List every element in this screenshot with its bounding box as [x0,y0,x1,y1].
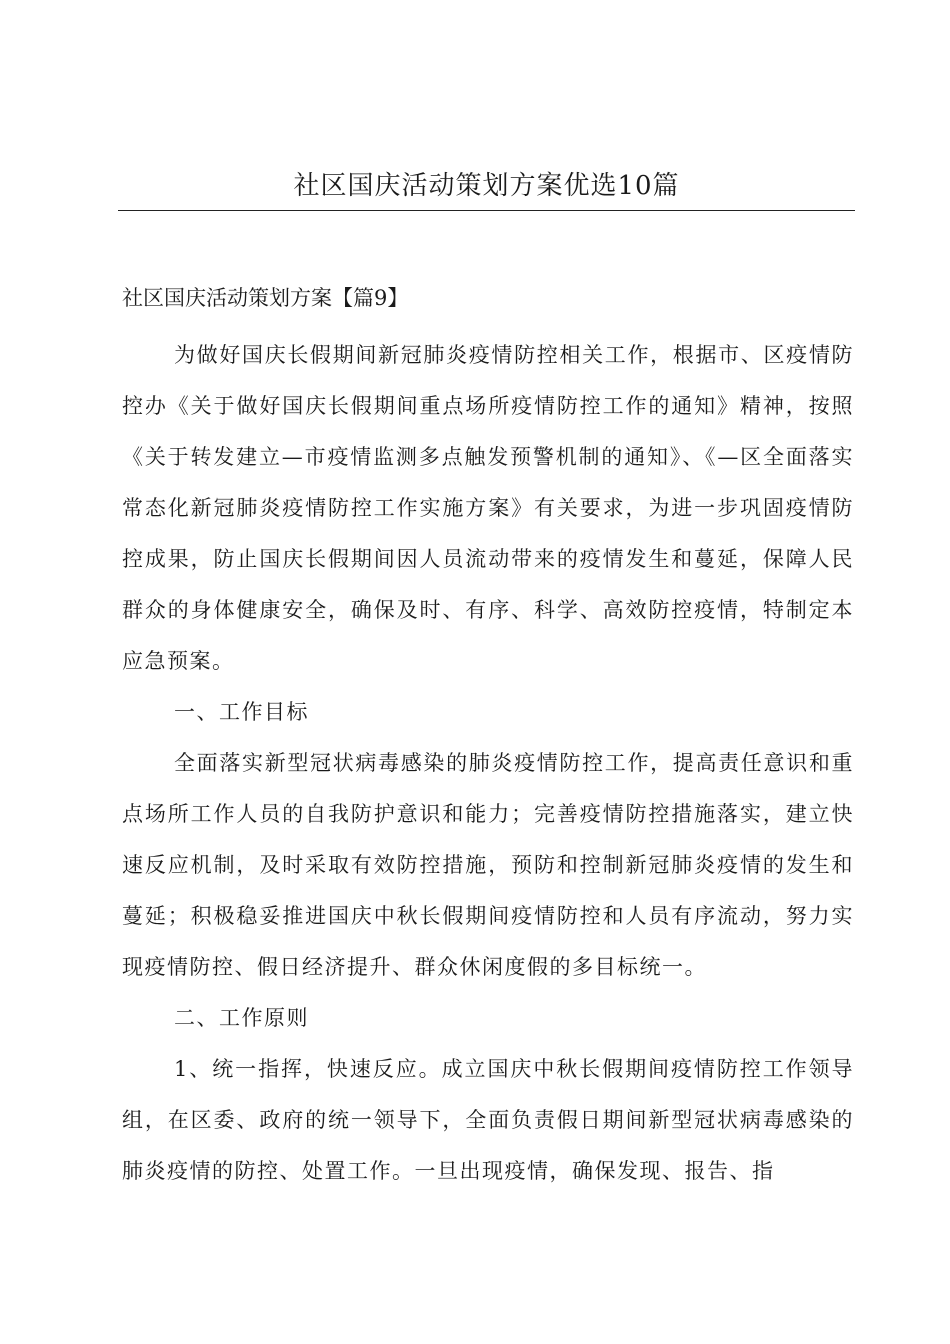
document-title: 社区国庆活动策划方案优选10篇 [293,171,680,201]
principle-1-paragraph: 1、统一指挥，快速反应。成立国庆中秋长假期间疫情防控工作领导组，在区委、政府的统一领导下，全面负责假日期间新型冠状病毒感染的肺炎疫情的防控、处置工作。一旦出现疫情，确保发现、报告、指 [122,1057,854,1183]
subheading-work-goals: 一、工作目标 [174,700,309,724]
title-underline [118,210,855,211]
subheading-work-principles: 二、工作原则 [174,1006,309,1030]
intro-paragraph: 为做好国庆长假期间新冠肺炎疫情防控相关工作，根据市、区疫情防控办《关于做好国庆长假期间重点场所疫情防控工作的通知》精神，按照《关于转发建立—市疫情监测多点触发预警机制的通知》、《—区全面落实常态化新冠肺炎疫情防控工作实施方案》有关要求，为进一步巩固疫情防控成果，防止国庆长假期间因人员流动带来的疫情发生和蔓延，保障人民群众的身体健康安全，确保及时、有序、科学、高效防控疫情，特制定本应急预案。 [122,343,854,673]
work-goals-paragraph: 全面落实新型冠状病毒感染的肺炎疫情防控工作，提高责任意识和重点场所工作人员的自我防护意识和能力；完善疫情防控措施落实，建立快速反应机制，及时采取有效防控措施，预防和控制新冠肺炎疫情的发生和蔓延；积极稳妥推进国庆中秋长假期间疫情防控和人员有序流动，努力实现疫情防控、假日经济提升、群众休闲度假的多目标统一。 [122,751,854,979]
section-heading: 社区国庆活动策划方案【篇9】 [122,286,409,310]
document-body [122,280,854,1197]
